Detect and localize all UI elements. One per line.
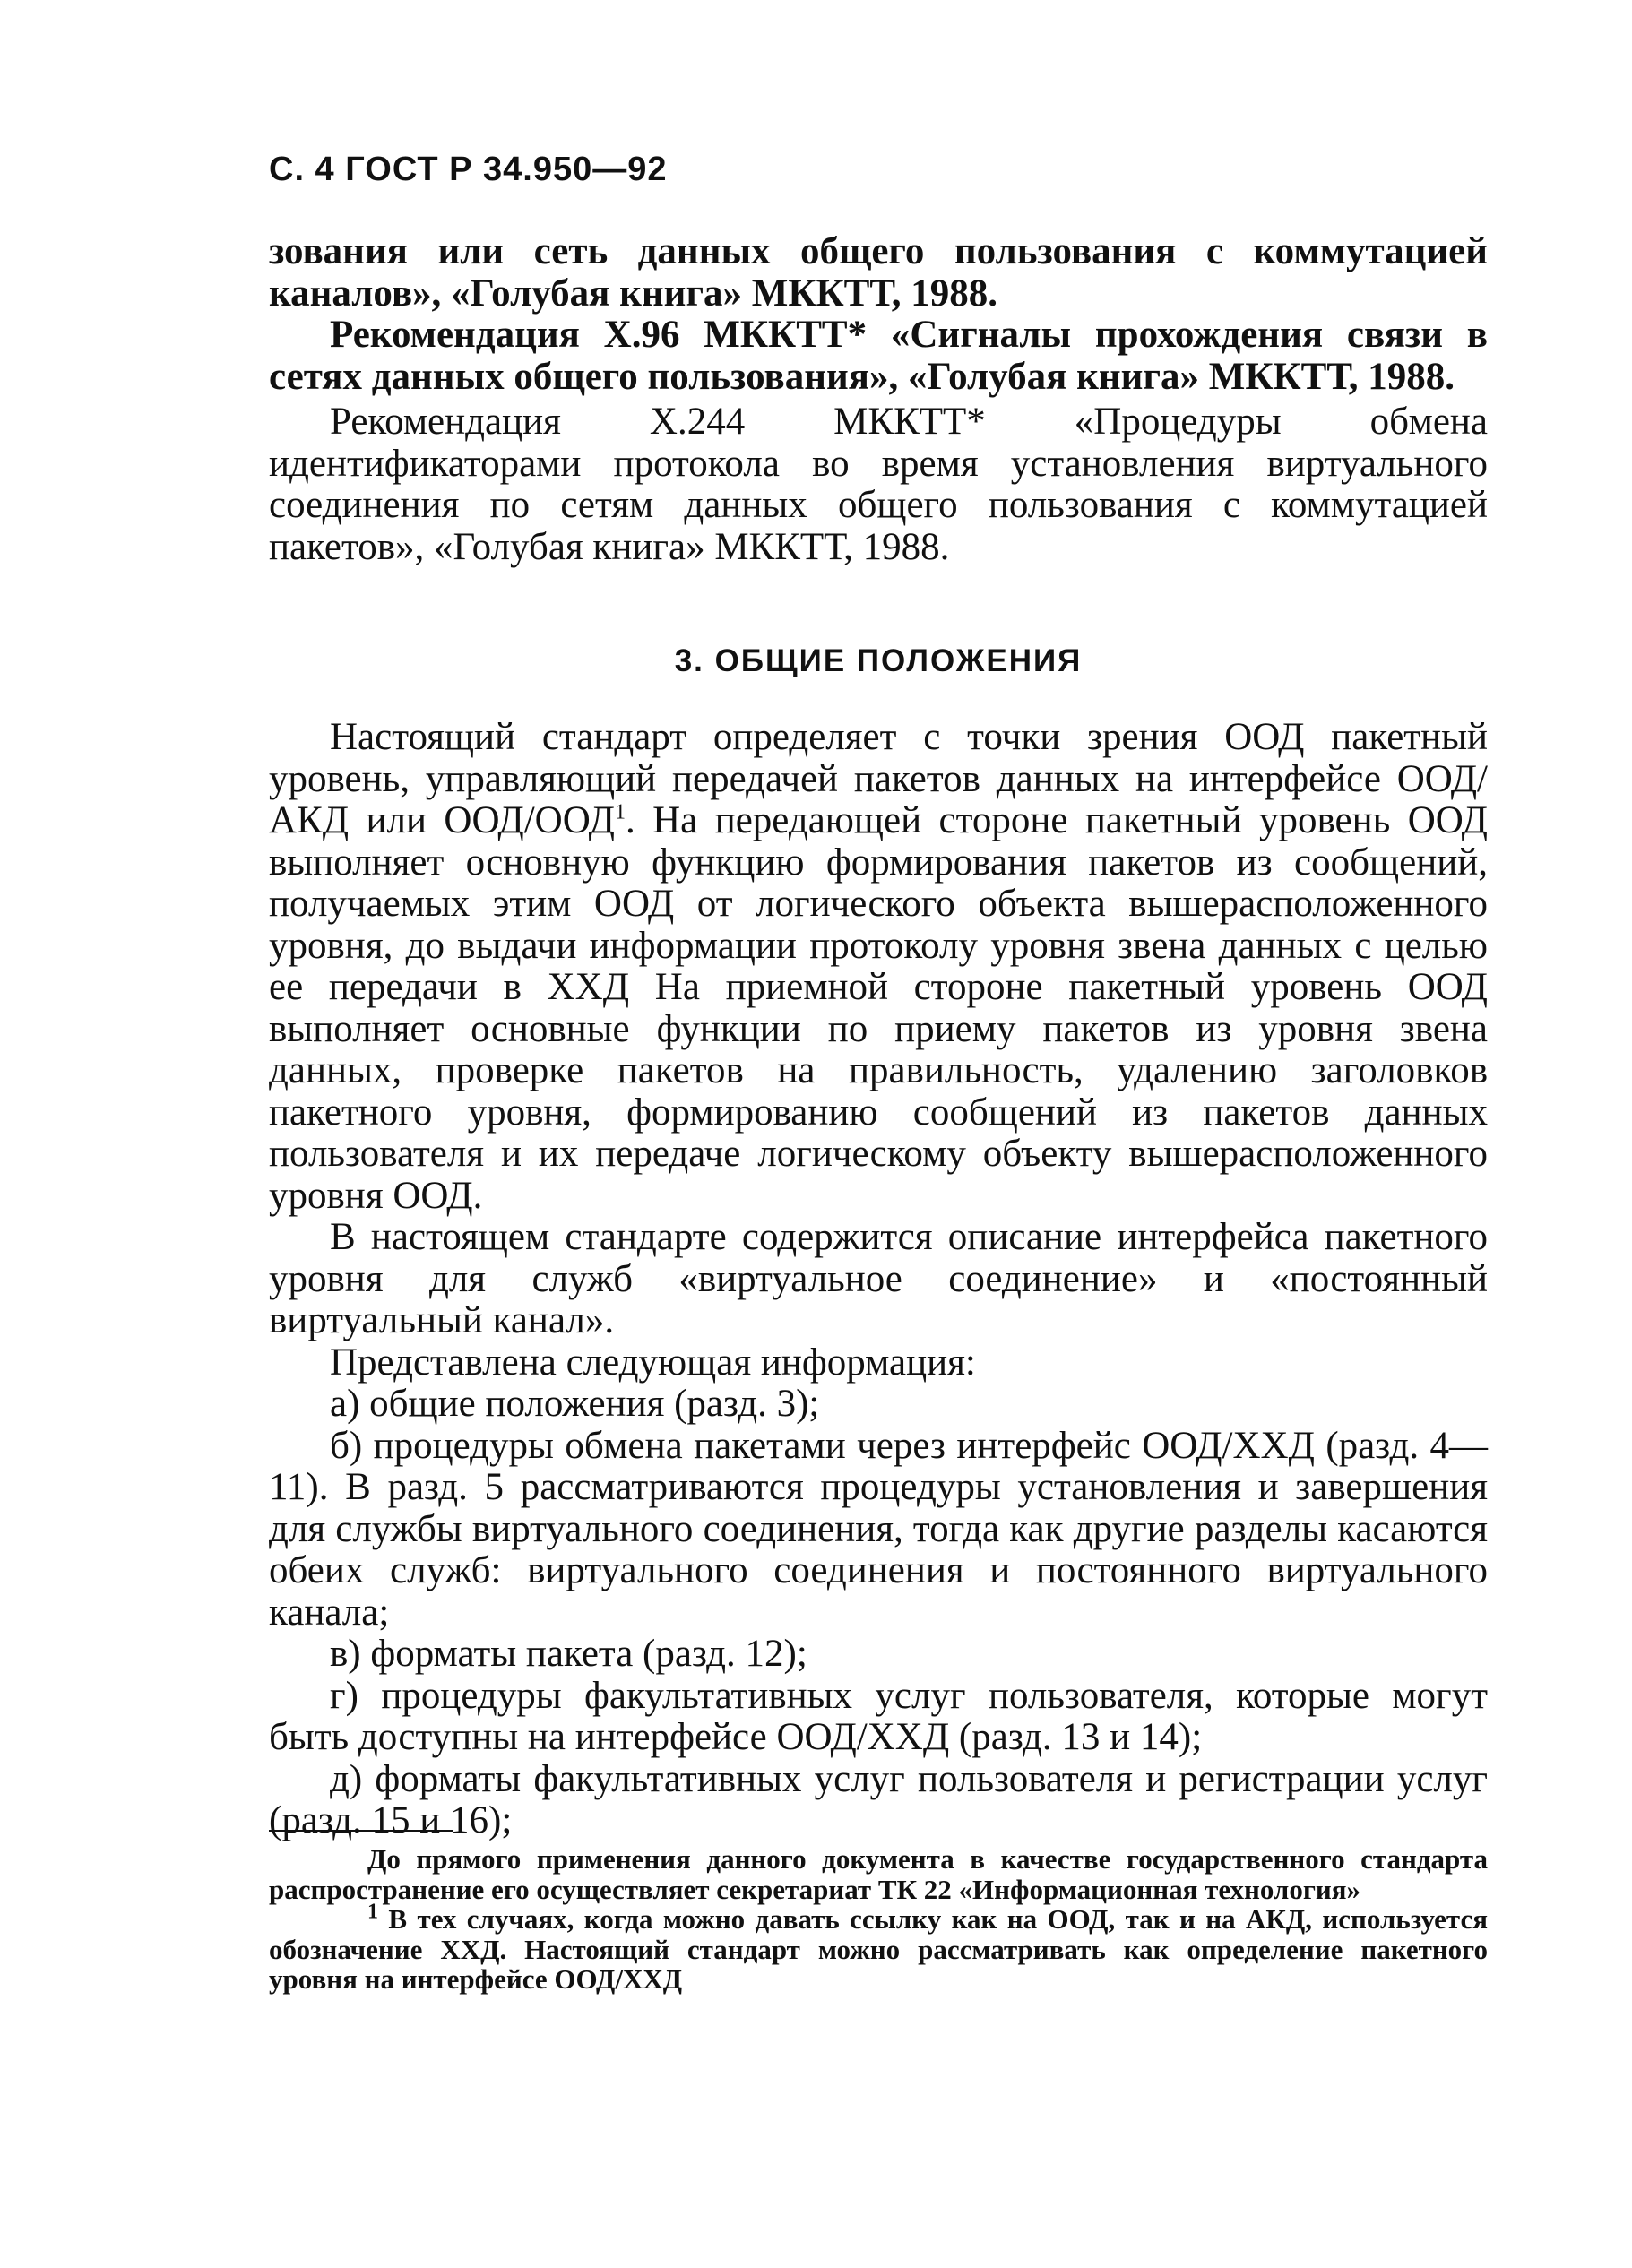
footnote-1 bbox=[269, 1900, 1488, 1995]
paragraph-intro-text-2: . На передающей стороне пакетный уровень ООД выполняет основную функцию формирования пакетов из сообщений, получаемых этим ООД от логического объекта вышерасположенного уровня, до выдачи информации протоколу уровня звена данных с целью ее передачи в ХХД На приемной стороне пакетный уровень ООД выполняет основные функции по приему пакетов из уровня звена данных, проверке пакетов на правильность, удалению заголовков пакетного уровня, формированию сообщений из пакетов данных пользователя и их передаче логическому объекту вышерасположенного уровня ООД. bbox=[269, 799, 1488, 1217]
reference-continuation: зования или сеть данных общего пользования с коммутацией каналов», «Голубая книга» МККТТ, 1988. bbox=[269, 230, 1488, 315]
references-block bbox=[269, 231, 1488, 568]
list-item-v: в) форматы пакета (разд. 12); bbox=[330, 1633, 807, 1675]
paragraph-list-intro: Представлена следующая информация: bbox=[330, 1341, 976, 1384]
list-item-a: а) общие положения (разд. 3); bbox=[330, 1383, 820, 1425]
list-item-b: б) процедуры обмена пакетами через интерфейс ООД/ХХД (разд. 4—11). В разд. 5 рассматриваются процедуры установления и завершения для службы виртуального соединения, тогда как другие разделы касаются обеих служб: виртуального соединения и постоянного виртуального канала; bbox=[269, 1424, 1488, 1634]
footnote-ref-1: 1 bbox=[614, 800, 626, 824]
footnote-divider bbox=[269, 1830, 453, 1832]
section-heading: 3. ОБЩИЕ ПОЛОЖЕНИЯ bbox=[674, 643, 1083, 678]
paragraph-description: В настоящем стандарте содержится описание интерфейса пакетного уровня для служб «виртуальное соединение» и «постоянный виртуальный канал». bbox=[269, 1216, 1488, 1341]
reference-x96: Рекомендация Х.96 МККТТ* «Сигналы прохождения связи в сетях данных общего пользования», «Голубая книга» МККТТ, 1988. bbox=[269, 314, 1488, 398]
reference-x244: Рекомендация Х.244 МККТТ* «Процедуры обмена идентификаторами протокола во время установления виртуального соединения по сетям данных общего пользования с коммутацией пакетов», «Голубая книга» МККТТ, 1988. bbox=[269, 401, 1488, 568]
footnote-1-text: В тех случаях, когда можно давать ссылку как на ООД, так и на АКД, используется обозначение ХХД. Настоящий стандарт можно рассматривать как определение пакетного уровня на интерфейсе ООД/ХХД bbox=[269, 1903, 1488, 1995]
footnote-note: До прямого применения данного документа в качестве государственного стандарта распространение его осуществляет секретариат ТК 22 «Информационная технология» bbox=[269, 1843, 1488, 1905]
paragraph-intro-text-1: Настоящий стандарт определяет с точки зрения ООД пакетный уровень, управляющий передачей пакетов данных на интерфейсе ООД/АКД или ООД/ООД bbox=[269, 716, 1488, 841]
list-item-d: д) форматы факультативных услуг пользователя и регистрации услуг (разд. 15 и 16); bbox=[269, 1757, 1488, 1841]
paragraph-intro bbox=[269, 717, 1488, 1217]
page-header: С. 4 ГОСТ Р 34.950—92 bbox=[269, 151, 668, 188]
footnotes bbox=[269, 1844, 1488, 1995]
list-item-g: г) процедуры факультативных услуг пользователя, которые могут быть доступны на интерфейсе ООД/ХХД (разд. 13 и 14); bbox=[269, 1674, 1488, 1758]
footnote-1-mark: 1 bbox=[367, 1900, 378, 1924]
section-body bbox=[269, 717, 1488, 1842]
